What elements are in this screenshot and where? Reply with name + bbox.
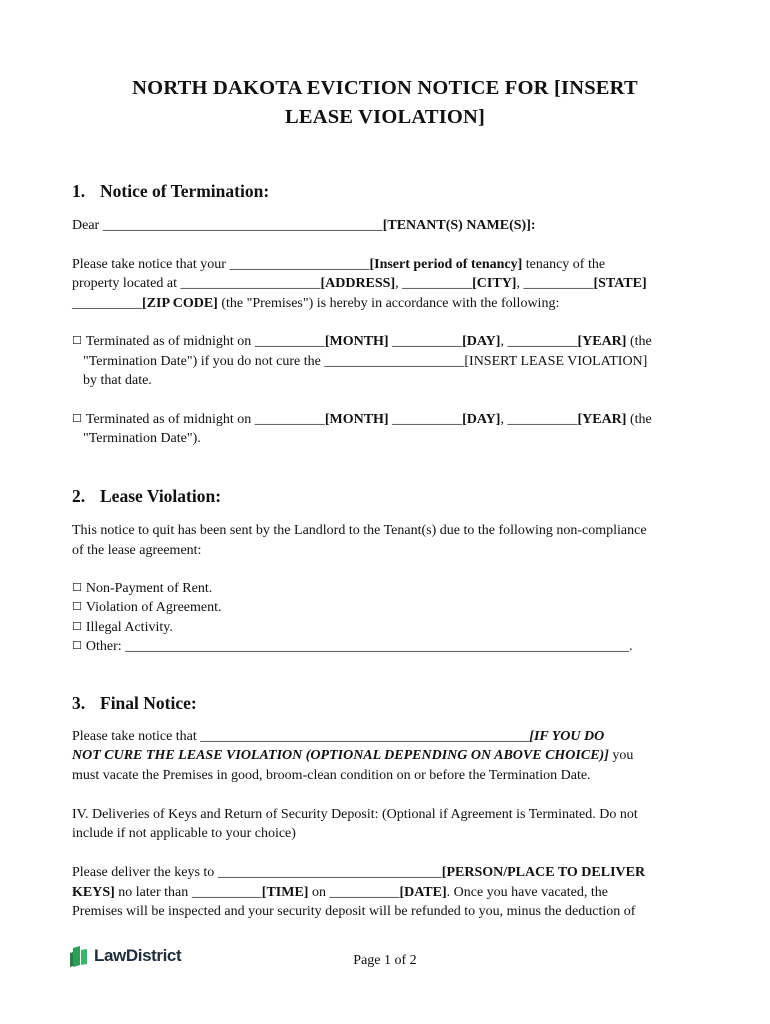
tenant-name-placeholder: [TENANT(S) NAME(S)]:	[382, 218, 536, 233]
keys-text-f: . Once you have vacated, the	[446, 885, 608, 900]
deliveries-line-2: include if not applicable to your choice)	[72, 826, 296, 841]
option-2-line-1	[72, 410, 652, 430]
title-line-2: LEASE VIOLATION]	[284, 106, 486, 128]
final-notice-line-1	[72, 727, 604, 747]
city-blank: , __________	[395, 276, 473, 291]
section-1-number: 1.	[72, 181, 86, 201]
keys-date-placeholder: [DATE]	[399, 885, 447, 900]
section-3-number: 3.	[72, 693, 86, 713]
option-1-line-3: by that date.	[83, 373, 152, 388]
option-2-checkbox[interactable]: ☐	[72, 412, 82, 425]
section-1-heading	[72, 181, 269, 202]
city-placeholder: [CITY]	[472, 276, 517, 291]
section-2-title: Lease Violation:	[100, 486, 222, 506]
violation-item	[72, 618, 173, 638]
keys-person-placeholder-end: KEYS]	[72, 885, 115, 900]
option-2-text-c: __________	[388, 412, 463, 427]
violation-label: Violation of Agreement.	[85, 600, 222, 615]
option-1-day: [DAY]	[462, 334, 501, 349]
logo-law: Law	[94, 946, 126, 965]
violation-label: Other: ________________________________________________________________________.	[85, 639, 633, 654]
keys-text-a: Please deliver the keys to ________________________________	[72, 865, 442, 880]
keys-line-3: Premises will be inspected and your security deposit will be refunded to you, minus the deduction of	[72, 904, 636, 919]
option-2-line-2: "Termination Date").	[83, 431, 201, 446]
final-notice-line-3: must vacate the Premises in good, broom-clean condition on or before the Termination Date.	[72, 768, 591, 783]
state-blank: , __________	[516, 276, 594, 291]
final-notice-line-2	[72, 746, 633, 766]
violation-intro-line-1: This notice to quit has been sent by the Landlord to the Tenant(s) due to the following non-compliance	[72, 523, 647, 538]
tenancy-line-2	[72, 274, 647, 294]
violation-checkbox[interactable]: ☐	[72, 581, 82, 594]
option-2-text-a: Terminated as of midnight on __________	[85, 412, 325, 427]
document-title	[60, 74, 710, 132]
violation-item	[72, 637, 633, 657]
violation-checkbox[interactable]: ☐	[72, 639, 82, 652]
section-1-title: Notice of Termination:	[100, 181, 270, 201]
violation-checkbox[interactable]: ☐	[72, 600, 82, 613]
tenancy-period-placeholder: [Insert period of tenancy]	[369, 257, 523, 272]
zip-blank: __________	[72, 296, 142, 311]
option-2-month: [MONTH]	[324, 412, 389, 427]
keys-text-b: no later than __________	[114, 885, 262, 900]
violation-intro-line-2: of the lease agreement:	[72, 543, 202, 558]
option-1-year: [YEAR]	[577, 334, 627, 349]
option-1-line-1	[72, 332, 652, 352]
logo-district: District	[125, 946, 182, 965]
option-1-checkbox[interactable]: ☐	[72, 334, 82, 347]
zip-placeholder: [ZIP CODE]	[142, 296, 218, 311]
salutation-line	[72, 216, 536, 236]
premises-text: (the "Premises") is hereby in accordance with the following:	[217, 296, 560, 311]
section-3-heading	[72, 693, 197, 714]
violation-checkbox[interactable]: ☐	[72, 620, 82, 633]
option-1-line-2: "Termination Date") if you do not cure the ____________________[INSERT LEASE VIOLATION]	[83, 354, 648, 369]
section-3-title: Final Notice:	[100, 693, 197, 713]
option-1-text-a: Terminated as of midnight on __________	[85, 334, 325, 349]
final-notice-text-a: Please take notice that _______________________________________________	[72, 729, 530, 744]
cure-placeholder-b: NOT CURE THE LEASE VIOLATION (OPTIONAL DEPENDING ON ABOVE CHOICE)]	[72, 748, 609, 763]
tenancy-line-1	[72, 255, 605, 275]
title-line-1: NORTH DAKOTA EVICTION NOTICE FOR [INSERT	[132, 77, 638, 99]
section-2-heading	[72, 486, 221, 507]
violation-label: Illegal Activity.	[85, 620, 173, 635]
option-2-year: [YEAR]	[577, 412, 627, 427]
state-placeholder: [STATE]	[593, 276, 647, 291]
violation-item	[72, 579, 212, 599]
option-2-text-g: (the	[626, 412, 652, 427]
option-1-text-e: , __________	[500, 334, 578, 349]
option-1-text-c: __________	[388, 334, 463, 349]
page-number: Page 1 of 2	[353, 953, 417, 968]
deliveries-line-1: IV. Deliveries of Keys and Return of Security Deposit: (Optional if Agreement is Terminated. Do not	[72, 807, 638, 822]
property-text: property located at ____________________	[72, 276, 321, 291]
tenancy-text-a: Please take notice that your ____________________	[72, 257, 370, 272]
option-1-month: [MONTH]	[324, 334, 389, 349]
keys-line-1	[72, 863, 645, 883]
tenancy-text-c: tenancy of the	[522, 257, 606, 272]
option-2-day: [DAY]	[462, 412, 501, 427]
violation-label: Non-Payment of Rent.	[85, 581, 213, 596]
section-2-number: 2.	[72, 486, 86, 506]
option-2-text-e: , __________	[500, 412, 578, 427]
keys-text-d: on __________	[308, 885, 400, 900]
salutation-text: Dear ________________________________________	[72, 218, 383, 233]
keys-time-placeholder: [TIME]	[261, 885, 309, 900]
keys-person-placeholder: [PERSON/PLACE TO DELIVER	[441, 865, 646, 880]
address-placeholder: [ADDRESS]	[320, 276, 396, 291]
violation-item	[72, 598, 222, 618]
tenancy-line-3	[72, 294, 559, 314]
final-notice-text-b: you	[608, 748, 634, 763]
option-1-text-g: (the	[626, 334, 652, 349]
keys-line-2	[72, 883, 608, 903]
cure-placeholder-a: [IF YOU DO	[529, 729, 605, 744]
